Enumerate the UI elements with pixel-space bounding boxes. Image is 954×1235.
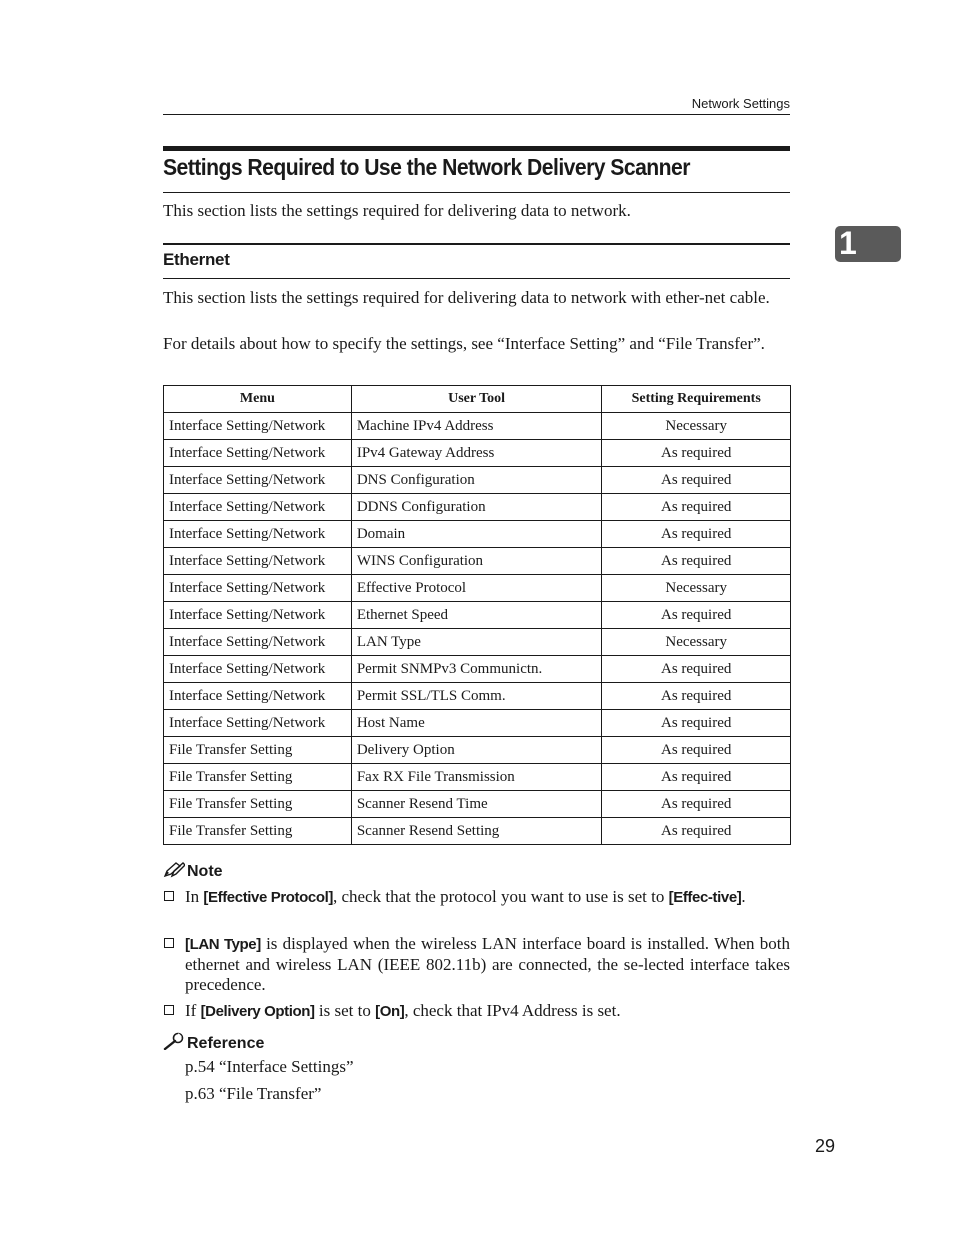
cell-menu: Interface Setting/Network xyxy=(164,575,352,602)
cell-setting-requirement: As required xyxy=(602,683,791,710)
section-paragraph-1: This section lists the settings required for delivering data to network with ether-net cable. xyxy=(163,288,770,307)
title-bar xyxy=(163,146,790,151)
cell-user-tool: WINS Configuration xyxy=(351,548,602,575)
cell-user-tool: Scanner Resend Setting xyxy=(351,818,602,845)
cell-user-tool: Scanner Resend Time xyxy=(351,791,602,818)
cell-setting-requirement: As required xyxy=(602,521,791,548)
table-row xyxy=(164,440,791,467)
wrench-icon xyxy=(163,1032,185,1050)
page-title: Settings Required to Use the Network Delivery Scanner xyxy=(163,154,690,180)
cell-menu: Interface Setting/Network xyxy=(164,521,352,548)
cell-setting-requirement: Necessary xyxy=(602,413,791,440)
note-item: In [Effective Protocol], check that the protocol you want to use is set to [Effec-tive]. xyxy=(163,887,790,908)
chapter-tab xyxy=(835,226,901,262)
cell-setting-requirement: As required xyxy=(602,764,791,791)
note-item: If [Delivery Option] is set to [On], check that IPv4 Address is set. xyxy=(163,1001,790,1022)
settings-table xyxy=(163,385,791,845)
reference-heading xyxy=(163,1032,264,1053)
cell-setting-requirement: As required xyxy=(602,710,791,737)
cell-menu: Interface Setting/Network xyxy=(164,440,352,467)
cell-menu: File Transfer Setting xyxy=(164,764,352,791)
note-heading-label: Note xyxy=(187,863,223,880)
keyword-effective: [Effec-tive] xyxy=(668,889,742,906)
table-row xyxy=(164,467,791,494)
cell-menu: Interface Setting/Network xyxy=(164,467,352,494)
note-item: [LAN Type] is displayed when the wireless LAN interface board is installed. When both ethernet and wireless LAN (IEEE 802.11b) are connected, the se-lected interface takes precedence. xyxy=(163,934,790,995)
reference-link-interface-settings[interactable]: p.54 “Interface Settings” xyxy=(185,1057,354,1076)
table-row xyxy=(164,656,791,683)
table-row xyxy=(164,791,791,818)
table-row xyxy=(164,575,791,602)
pencil-icon xyxy=(163,862,185,878)
cell-menu: Interface Setting/Network xyxy=(164,656,352,683)
cell-user-tool: Permit SSL/TLS Comm. xyxy=(351,683,602,710)
table-header-row xyxy=(164,386,791,413)
cell-setting-requirement: As required xyxy=(602,656,791,683)
table-row xyxy=(164,548,791,575)
cell-menu: Interface Setting/Network xyxy=(164,602,352,629)
chapter-number: 1 xyxy=(839,225,857,261)
reference-link-file-transfer[interactable]: p.63 “File Transfer” xyxy=(185,1084,322,1103)
checkbox-bullet-icon xyxy=(164,938,174,948)
cell-setting-requirement: As required xyxy=(602,791,791,818)
keyword-effective-protocol: [Effective Protocol] xyxy=(203,889,333,906)
cell-user-tool: Domain xyxy=(351,521,602,548)
table-row xyxy=(164,764,791,791)
table-row xyxy=(164,818,791,845)
checkbox-bullet-icon xyxy=(164,891,174,901)
cell-menu: File Transfer Setting xyxy=(164,818,352,845)
column-header-menu: Menu xyxy=(164,386,352,413)
cell-setting-requirement: As required xyxy=(602,548,791,575)
checkbox-bullet-icon xyxy=(164,1005,174,1015)
cell-user-tool: Permit SNMPv3 Communictn. xyxy=(351,656,602,683)
page-number: 29 xyxy=(814,1136,835,1156)
cell-menu: Interface Setting/Network xyxy=(164,629,352,656)
table-row xyxy=(164,413,791,440)
table-row xyxy=(164,602,791,629)
table-row xyxy=(164,710,791,737)
cell-menu: Interface Setting/Network xyxy=(164,710,352,737)
cell-setting-requirement: As required xyxy=(602,467,791,494)
table-row xyxy=(164,629,791,656)
section-rule-bottom xyxy=(163,278,790,279)
keyword-on: [On] xyxy=(375,1003,405,1020)
cell-setting-requirement: As required xyxy=(602,494,791,521)
section-paragraph-2: For details about how to specify the settings, see “Interface Setting” and “File Transfer”. xyxy=(163,334,765,353)
cell-user-tool: Effective Protocol xyxy=(351,575,602,602)
cell-menu: File Transfer Setting xyxy=(164,737,352,764)
reference-heading-label: Reference xyxy=(187,1035,265,1052)
intro-paragraph: This section lists the settings required for delivering data to network. xyxy=(163,201,631,220)
cell-user-tool: Fax RX File Transmission xyxy=(351,764,602,791)
cell-setting-requirement: As required xyxy=(602,602,791,629)
table-row xyxy=(164,683,791,710)
cell-setting-requirement: As required xyxy=(602,440,791,467)
cell-user-tool: Host Name xyxy=(351,710,602,737)
running-header: Network Settings xyxy=(691,96,790,111)
cell-menu: File Transfer Setting xyxy=(164,791,352,818)
section-title: Ethernet xyxy=(163,250,230,269)
cell-setting-requirement: As required xyxy=(602,737,791,764)
cell-user-tool: IPv4 Gateway Address xyxy=(351,440,602,467)
table-row xyxy=(164,737,791,764)
section-rule-top xyxy=(163,243,790,245)
keyword-lan-type: [LAN Type] xyxy=(185,936,261,953)
cell-user-tool: DNS Configuration xyxy=(351,467,602,494)
cell-setting-requirement: As required xyxy=(602,818,791,845)
note-heading xyxy=(163,862,223,881)
cell-menu: Interface Setting/Network xyxy=(164,548,352,575)
cell-setting-requirement: Necessary xyxy=(602,629,791,656)
column-header-user-tool: User Tool xyxy=(351,386,602,413)
cell-user-tool: Ethernet Speed xyxy=(351,602,602,629)
cell-menu: Interface Setting/Network xyxy=(164,494,352,521)
header-rule xyxy=(163,114,790,115)
table-row xyxy=(164,521,791,548)
keyword-delivery-option: [Delivery Option] xyxy=(200,1003,315,1020)
cell-menu: Interface Setting/Network xyxy=(164,413,352,440)
cell-user-tool: DDNS Configuration xyxy=(351,494,602,521)
cell-user-tool: Machine IPv4 Address xyxy=(351,413,602,440)
cell-menu: Interface Setting/Network xyxy=(164,683,352,710)
cell-setting-requirement: Necessary xyxy=(602,575,791,602)
title-underline xyxy=(163,192,790,193)
column-header-setting-requirements: Setting Requirements xyxy=(602,386,791,413)
cell-user-tool: Delivery Option xyxy=(351,737,602,764)
table-row xyxy=(164,494,791,521)
cell-user-tool: LAN Type xyxy=(351,629,602,656)
